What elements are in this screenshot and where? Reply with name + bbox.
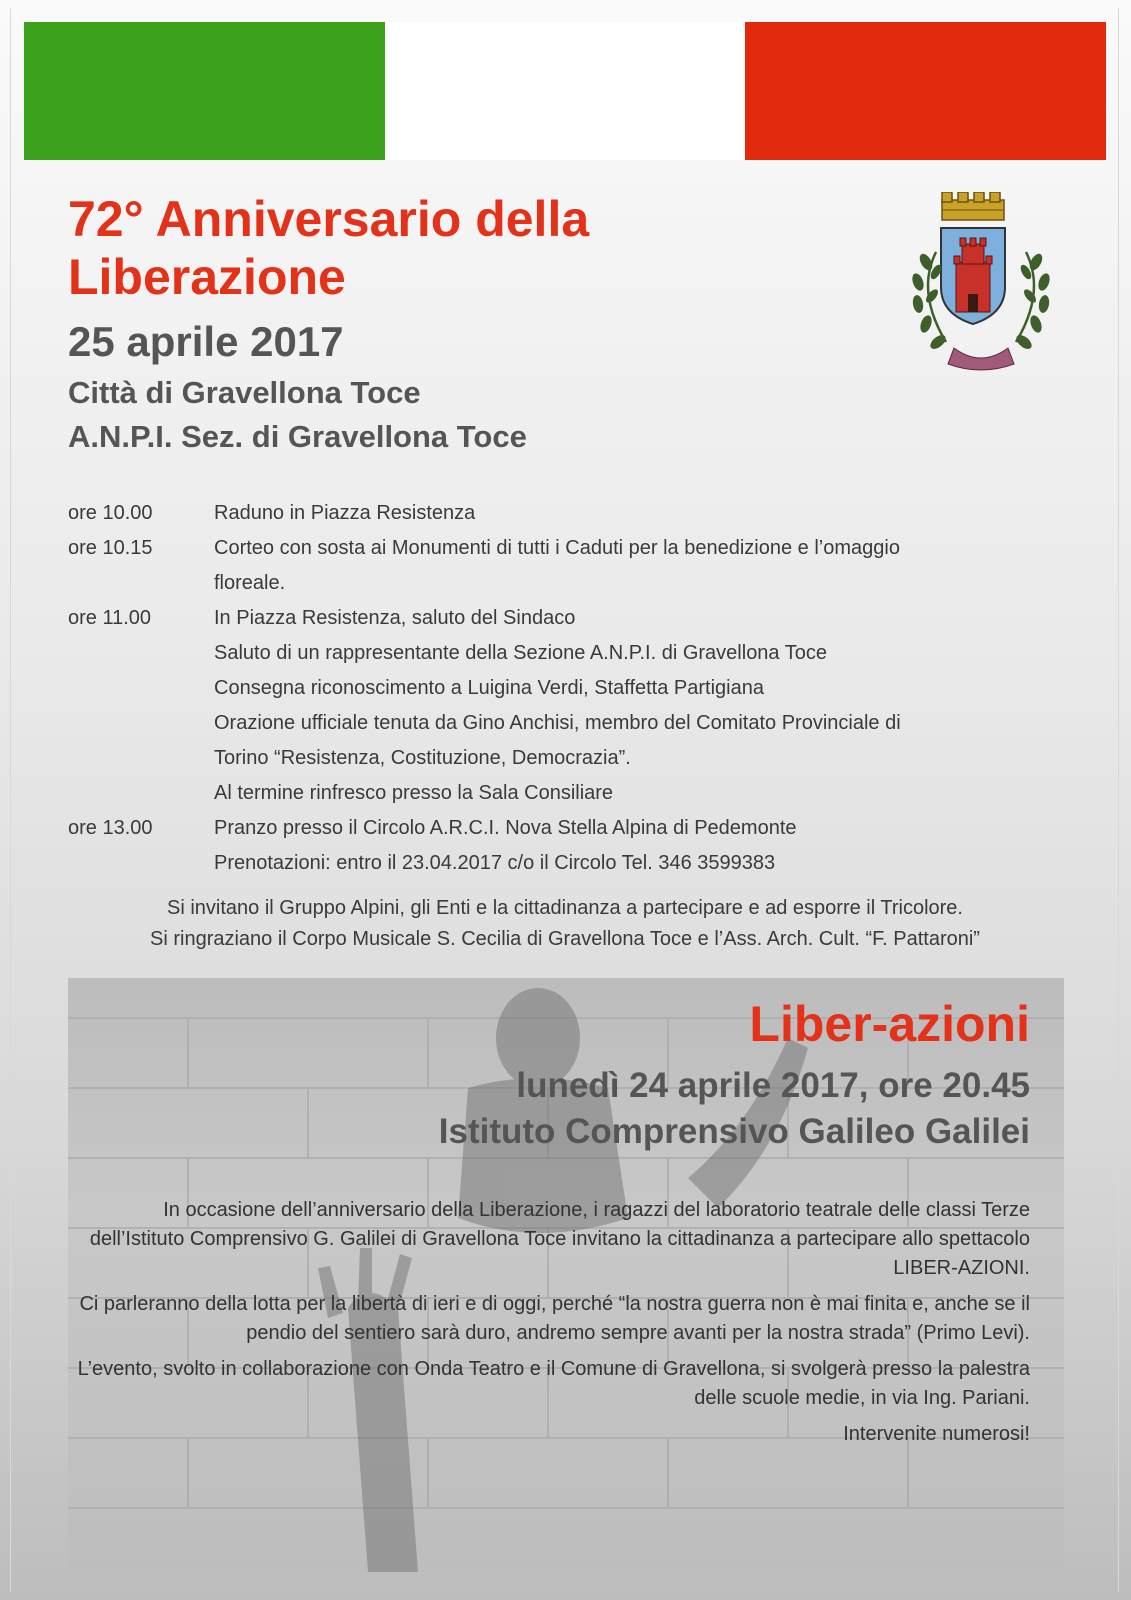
schedule-activity: Saluto di un rappresentante della Sezione A.N.P.I. di Gravellona Toce — [214, 642, 827, 664]
event-paragraph: L’evento, svolto in collaborazione con Onda Teatro e il Comune di Gravellona, si svolgerà presso la palestra delle scuole medie, in via Ing. Pariani. — [77, 1358, 1030, 1409]
flag-stripe-red — [745, 22, 1106, 160]
flag-stripe-green — [24, 22, 385, 160]
schedule-time: ore 10.15 — [68, 537, 153, 559]
schedule-row — [68, 531, 1058, 601]
schedule-activity: Pranzo presso il Circolo A.R.C.I. Nova Stella Alpina di Pedemonte — [214, 817, 797, 839]
schedule-activities — [214, 601, 1058, 811]
event-venue: Istituto Comprensivo Galileo Galilei — [438, 1112, 1030, 1151]
schedule-time: ore 13.00 — [68, 817, 153, 839]
poster-title: 72° Anniversario della Liberazione — [68, 191, 590, 305]
schedule-activities — [214, 531, 1058, 601]
schedule-activity: Corteo con sosta ai Monumenti di tutti i Caduti per la benedizione e l’omaggio — [214, 537, 900, 559]
schedule-time: ore 11.00 — [68, 607, 152, 629]
schedule-row — [68, 496, 1058, 531]
flag-stripe-white — [385, 22, 746, 160]
schedule-time: ore 10.00 — [68, 502, 153, 524]
schedule-row — [68, 811, 1058, 881]
crown-icon — [942, 192, 1004, 220]
schedule-row — [68, 601, 1058, 811]
invitation-line: Si ringraziano il Corpo Musicale S. Cecilia di Gravellona Toce e l’Ass. Arch. Cult. “F. Pattaroni” — [150, 928, 980, 950]
schedule-activities — [214, 811, 1058, 881]
coat-of-arms-icon — [896, 192, 1066, 377]
event-description — [70, 1196, 1030, 1456]
schedule-activity: In Piazza Resistenza, saluto del Sindaco — [214, 607, 576, 629]
schedule-activity: floreale. — [214, 572, 286, 594]
event-datetime: lunedì 24 aprile 2017, ore 20.45 — [516, 1066, 1030, 1105]
event-date: 25 aprile 2017 — [68, 318, 344, 365]
schedule-activity: Consegna riconoscimento a Luigina Verdi, Staffetta Partigiana — [214, 677, 764, 699]
invitation-notes — [40, 893, 1090, 955]
invitation-line: Si invitano il Gruppo Alpini, gli Enti e la cittadinanza a partecipare e ad esporre il Tricolore. — [167, 897, 963, 919]
event-paragraph: Ci parleranno della lotta per la libertà di ieri e di oggi, perché “la nostra guerra non è mai finita e, anche se il pendio del sentiero sarà duro, andremo sempre avanti per la nostra strada” (Primo Levi). — [79, 1293, 1030, 1344]
schedule-activity: Orazione ufficiale tenuta da Gino Anchisi, membro del Comitato Provinciale di — [214, 712, 901, 734]
italian-flag — [24, 22, 1106, 160]
program-schedule — [68, 496, 1058, 881]
schedule-activity: Torino “Resistenza, Costituzione, Democrazia”. — [214, 747, 631, 769]
schedule-activity: Al termine rinfresco presso la Sala Consiliare — [214, 782, 614, 804]
event-title: Liber-azioni — [749, 996, 1030, 1052]
event-closing: Intervenite numerosi! — [843, 1423, 1030, 1445]
event-section — [68, 978, 1064, 1572]
organizer-anpi: A.N.P.I. Sez. di Gravellona Toce — [68, 419, 527, 454]
schedule-activities — [214, 496, 1058, 531]
organizer-city: Città di Gravellona Toce — [68, 375, 421, 410]
event-paragraph: In occasione dell’anniversario della Liberazione, i ragazzi del laboratorio teatrale delle classi Terze dell’Istituto Comprensivo G. Galilei di Gravellona Toce invitano la cittadinanza a partecipare allo spettacolo LIBER-AZIONI. — [89, 1199, 1030, 1279]
schedule-activity: Prenotazioni: entro il 23.04.2017 c/o il Circolo Tel. 346 3599383 — [214, 852, 776, 874]
schedule-activity: Raduno in Piazza Resistenza — [214, 502, 476, 524]
